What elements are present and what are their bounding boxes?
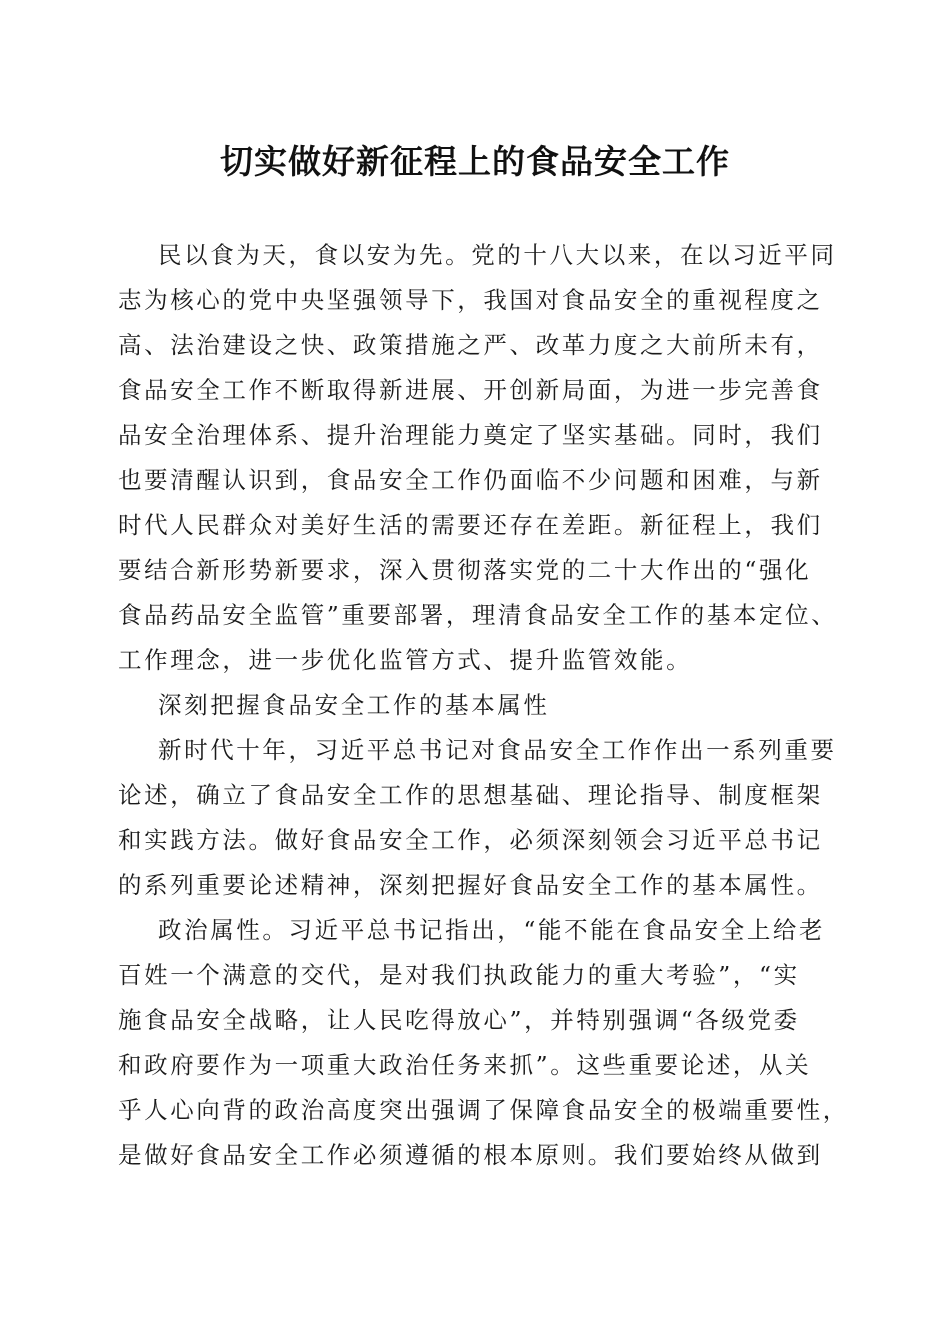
paragraph-line: 食品药品安全监管”重要部署，理清食品安全工作的基本定位、 [118, 601, 838, 629]
paragraph-line: 民以食为天，食以安为先。党的十八大以来，在以习近平同 [158, 241, 837, 269]
paragraph-line: 食品安全工作不断取得新进展、开创新局面，为进一步完善食 [118, 376, 823, 404]
document-body [118, 233, 849, 1178]
paragraph-line: 和实践方法。做好食品安全工作，必须深刻领会习近平总书记 [118, 826, 823, 854]
paragraph-line: 乎人心向背的政治高度突出强调了保障食品安全的极端重要性， [118, 1096, 849, 1124]
paragraph-line: 工作理念，进一步优化监管方式、提升监管效能。 [118, 646, 693, 674]
paragraph-line: 高、法治建设之快、政策措施之严、改革力度之大前所未有， [118, 331, 823, 359]
paragraph-line: 是做好食品安全工作必须遵循的根本原则。我们要始终从做到 [118, 1141, 823, 1169]
paragraph-line: 百姓一个满意的交代，是对我们执政能力的重大考验”，“实 [118, 961, 800, 989]
paragraph-line: 施食品安全战略，让人民吃得放心”，并特别强调“各级党委 [118, 1006, 800, 1034]
section-heading: 深刻把握食品安全工作的基本属性 [158, 691, 550, 719]
document-title: 切实做好新征程上的食品安全工作 [220, 142, 730, 181]
paragraph-line: 论述，确立了食品安全工作的思想基础、理论指导、制度框架 [118, 781, 823, 809]
paragraph-line: 品安全治理体系、提升治理能力奠定了坚实基础。同时，我们 [118, 421, 823, 449]
paragraph-line: 也要清醒认识到，食品安全工作仍面临不少问题和困难，与新 [118, 466, 823, 494]
paragraph-line: 时代人民群众对美好生活的需要还存在差距。新征程上，我们 [118, 511, 823, 539]
paragraph-line: 新时代十年，习近平总书记对食品安全工作作出一系列重要 [158, 736, 837, 764]
paragraph-line: 政治属性。习近平总书记指出，“能不能在食品安全上给老 [158, 916, 826, 944]
paragraph-line: 要结合新形势新要求，深入贯彻落实党的二十大作出的“强化 [118, 556, 812, 584]
paragraph-line: 志为核心的党中央坚强领导下，我国对食品安全的重视程度之 [118, 286, 823, 314]
paragraph-line: 的系列重要论述精神，深刻把握好食品安全工作的基本属性。 [118, 871, 823, 899]
paragraph-line: 和政府要作为一项重大政治任务来抓”。这些重要论述，从关 [118, 1051, 812, 1079]
